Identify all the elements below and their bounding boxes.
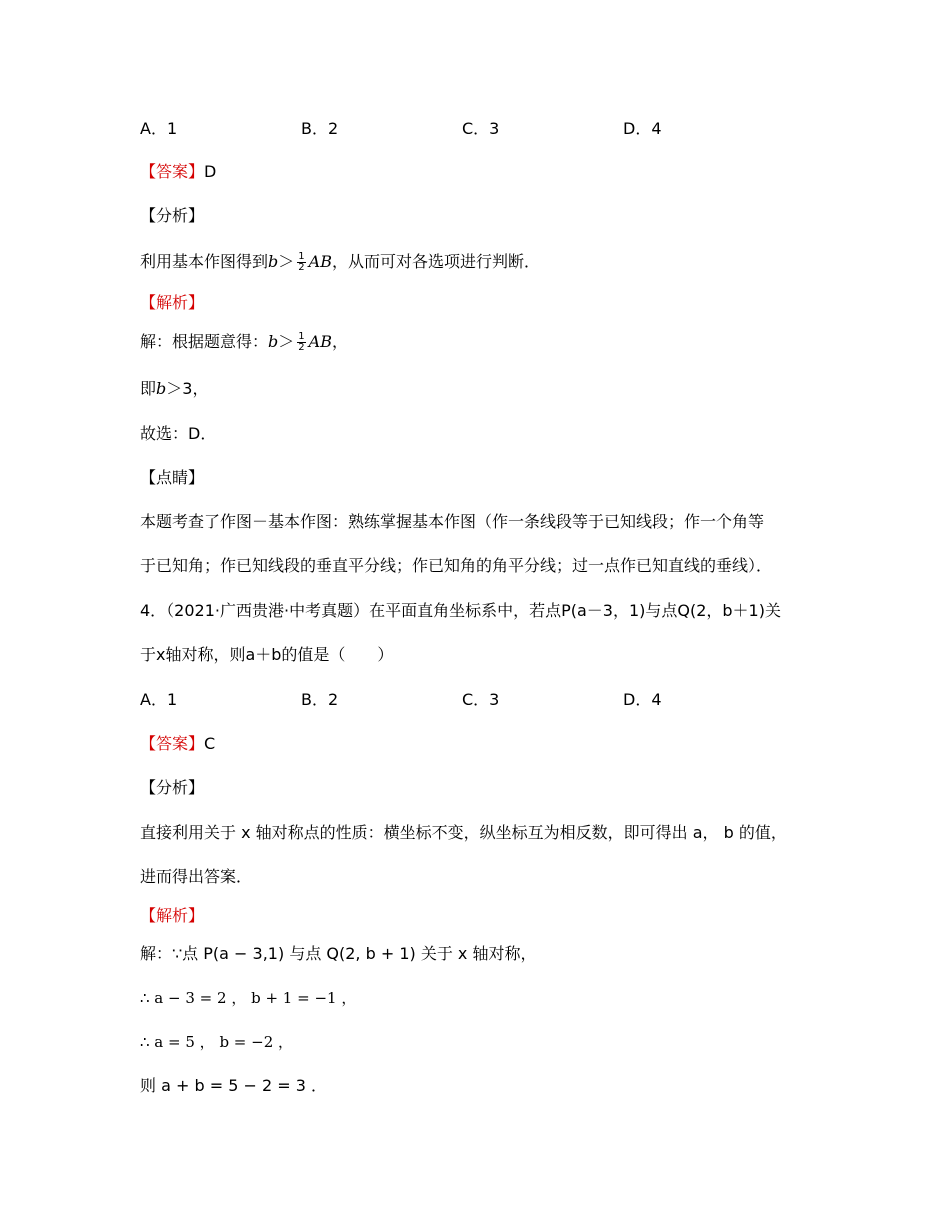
q4-solution-line4: 则 a + b = 5 − 2 = 3 ． <box>140 1076 327 1095</box>
sol-line2-suffix: ＞3， <box>166 379 209 398</box>
answer-value: C <box>204 734 216 753</box>
q4-stem-line1: 4．（2021·广西贵港·中考真题）在平面直角坐标系中，若点P(a－3，1)与点Q(2，b＋1)关 <box>140 601 781 620</box>
q4-analysis-line2: 进而得出答案． <box>140 867 253 886</box>
q3-option-b: B．2 <box>301 119 339 138</box>
frac-den: 2 <box>298 262 305 273</box>
q3-comment-line1: 本题考查了作图－基本作图：熟练掌握基本作图（作一条线段等于已知线段；作一个角等 <box>140 512 765 531</box>
q4-solution-line3: ∴ a = 5 ， b = −2 ， <box>140 1033 294 1051</box>
fraction-half <box>297 252 305 273</box>
q4-option-c: C．3 <box>462 690 500 709</box>
answer-value: D <box>204 162 217 181</box>
sol-prefix: 解：根据题意得： <box>140 332 269 351</box>
q4-option-b: B．2 <box>301 690 339 709</box>
q4-analysis-tag: 【分析】 <box>140 778 205 797</box>
q4-option-d: D．4 <box>623 690 662 709</box>
q3-solution-tag: 【解析】 <box>140 293 205 312</box>
q3-option-c: C．3 <box>462 119 500 138</box>
math-b: b <box>268 252 279 271</box>
q4-analysis-line1: 直接利用关于 x 轴对称点的性质：横坐标不变，纵坐标互为相反数，即可得出 a， b 的值， <box>140 823 787 842</box>
answer-tag: 【答案】 <box>140 162 205 181</box>
math-ab: AB <box>308 332 332 351</box>
q4-solution-line2: ∴ a − 3 = 2 ， b + 1 = −1 ， <box>140 989 357 1007</box>
frac-num: 1 <box>298 251 305 262</box>
frac-num: 1 <box>298 331 305 342</box>
math-gt: ＞ <box>278 252 295 271</box>
analysis-prefix: 利用基本作图得到 <box>140 252 269 271</box>
fraction-half <box>297 332 305 353</box>
q4-stem-line2: 于x轴对称，则a＋b的值是（ ） <box>140 645 394 664</box>
q3-option-d: D．4 <box>623 119 662 138</box>
sol-line2-prefix: 即 <box>140 379 157 398</box>
math-ab: AB <box>308 252 332 271</box>
q3-analysis-tag: 【分析】 <box>140 206 205 225</box>
q4-solution-tag: 【解析】 <box>140 906 205 925</box>
q3-answer <box>140 161 216 183</box>
answer-tag: 【答案】 <box>140 734 205 753</box>
math-gt: ＞ <box>278 332 295 351</box>
q3-solution-line1: 解：根据题意得：b＞ $\frac{1}{2}$ AB， <box>140 331 348 353</box>
q3-comment-line2: 于已知角；作已知线段的垂直平分线；作已知角的角平分线；过一点作已知直线的垂线）． <box>140 556 773 575</box>
analysis-suffix: ，从而可对各选项进行判断． <box>331 252 540 271</box>
math-b: b <box>156 379 167 398</box>
q4-answer <box>140 733 215 755</box>
q3-analysis-text <box>140 251 540 273</box>
q3-solution-line2 <box>140 378 208 400</box>
q3-comment-tag: 【点睛】 <box>140 468 205 487</box>
q4-option-a: A．1 <box>140 690 178 709</box>
q3-option-a: A．1 <box>140 119 178 138</box>
frac-den: 2 <box>298 342 305 353</box>
q3-solution-line3: 故选：D． <box>140 424 217 443</box>
q4-solution-line1: 解：∵点 P(a − 3,1) 与点 Q(2, b + 1) 关于 x 轴对称， <box>140 944 537 963</box>
math-b: b <box>268 332 279 351</box>
